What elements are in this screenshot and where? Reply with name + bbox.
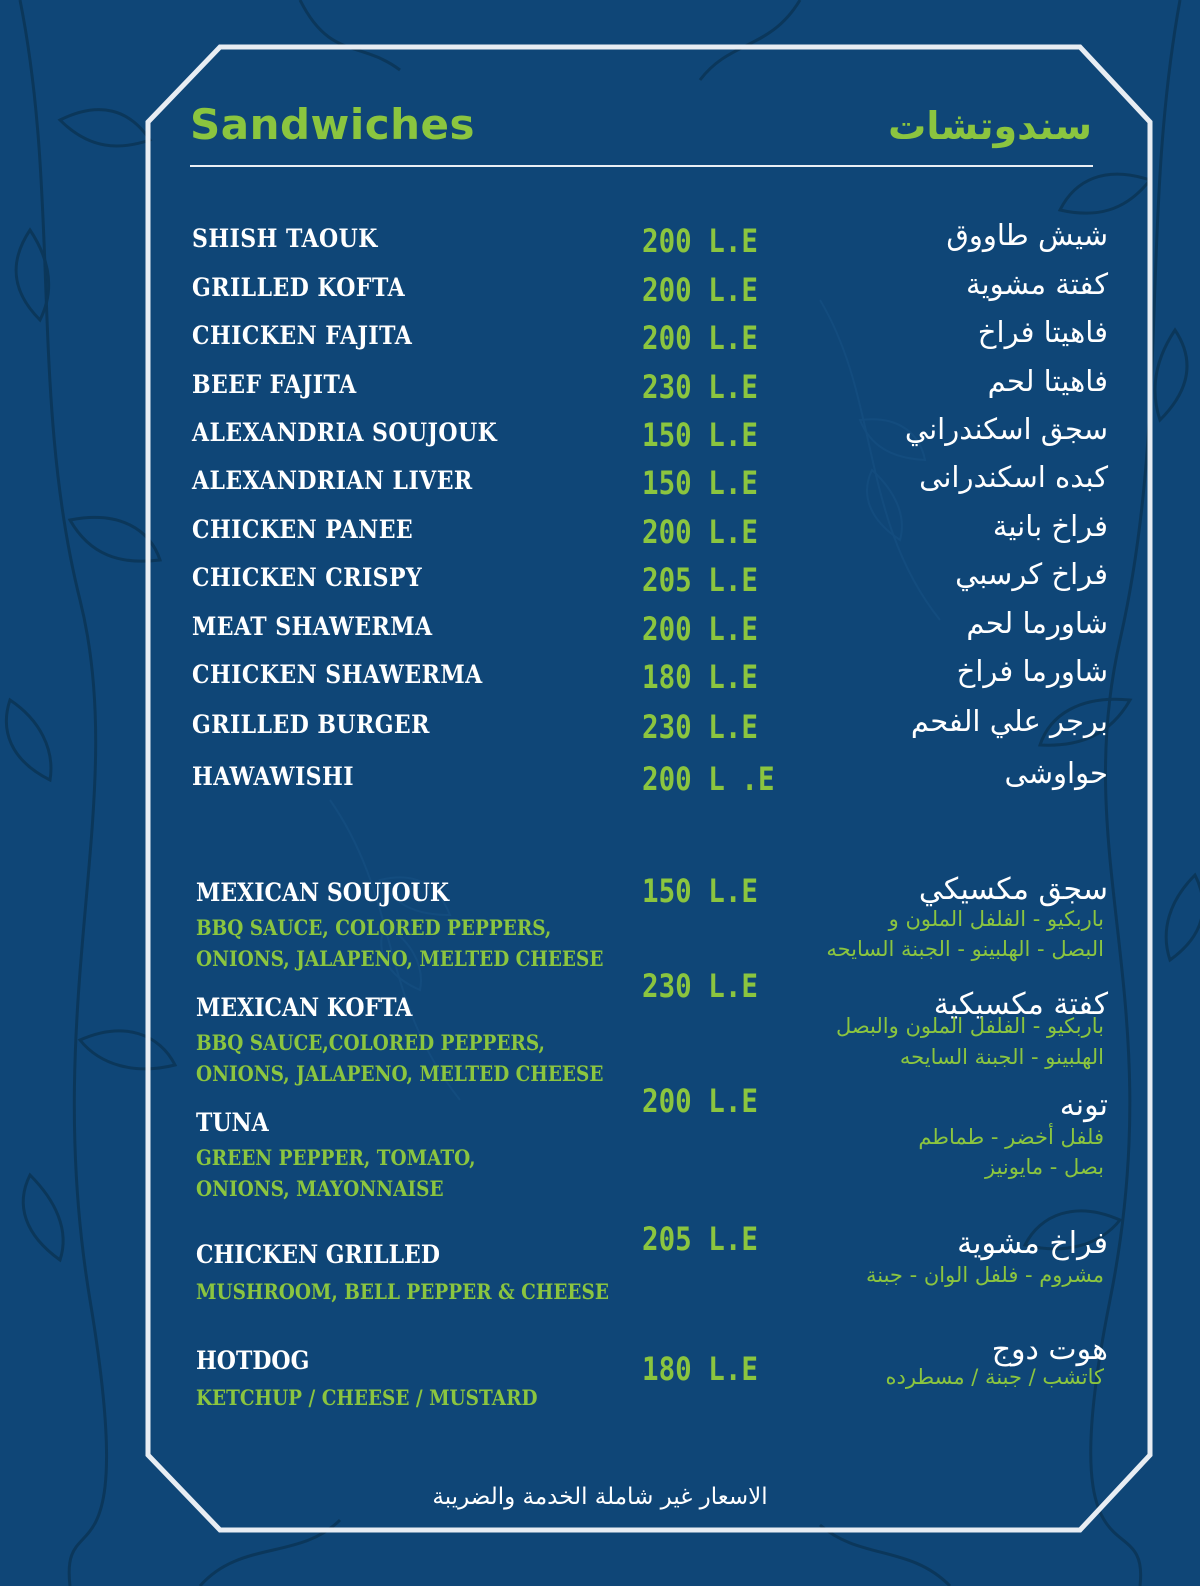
item-name-arabic: حواوشى — [1004, 756, 1108, 790]
item-price: 205 L.E — [642, 561, 758, 599]
price-disclaimer: الاسعار غير شاملة الخدمة والضريبة — [432, 1484, 768, 1510]
item-name-arabic: فراخ بانية — [992, 509, 1108, 543]
item-name-arabic: فراخ كرسبي — [955, 557, 1108, 591]
item-name-arabic: سجق مكسيكي — [918, 872, 1108, 907]
item-name-english: MEXICAN SOUJOUK — [196, 878, 449, 907]
item-description-arabic: كاتشب / جبنة / مسطرده — [885, 1365, 1104, 1389]
item-name-english: SHISH TAOUK — [192, 224, 378, 253]
item-price: 200 L.E — [642, 610, 758, 648]
item-price: 180 L.E — [642, 1350, 758, 1388]
item-name-english: CHICKEN PANEE — [192, 515, 414, 544]
item-description-english: GREEN PEPPER, TOMATO, — [196, 1145, 476, 1170]
item-name-english: ALEXANDRIAN LIVER — [192, 466, 473, 495]
item-name-english: GRILLED KOFTA — [192, 273, 406, 302]
item-description-english: ONIONS, JALAPENO, MELTED CHEESE — [196, 1061, 604, 1086]
item-description-arabic: مشروم - فلفل الوان - جبنة — [865, 1263, 1104, 1287]
item-price: 150 L.E — [642, 464, 758, 502]
item-name-english: CHICKEN SHAWERMA — [192, 660, 483, 689]
item-price: 230 L.E — [642, 368, 758, 406]
item-price: 150 L.E — [642, 416, 758, 454]
menu-item — [0, 654, 1200, 702]
section-title-arabic: سندوتشات — [888, 104, 1092, 148]
item-name-english: MEXICAN KOFTA — [196, 993, 413, 1022]
item-name-arabic: تونه — [1059, 1088, 1108, 1123]
menu-item — [0, 756, 1200, 804]
menu-item — [0, 509, 1200, 557]
item-price: 230 L.E — [642, 967, 758, 1005]
item-description-arabic: فلفل أخضر - طماطم — [918, 1125, 1104, 1149]
item-name-english: GRILLED BURGER — [192, 710, 430, 739]
item-name-english: HAWAWISHI — [192, 762, 354, 791]
item-name-english: CHICKEN CRISPY — [192, 563, 423, 592]
item-name-arabic: شيش طاووق — [946, 218, 1108, 252]
item-description-english: KETCHUP / CHEESE / MUSTARD — [196, 1385, 538, 1410]
item-description-arabic: بصل - مايونيز — [985, 1155, 1104, 1179]
menu-item — [0, 267, 1200, 315]
item-name-english: CHICKEN GRILLED — [196, 1240, 440, 1269]
item-price: 200 L.E — [642, 513, 758, 551]
item-name-arabic: شاورما فراخ — [956, 654, 1108, 688]
item-name-english: ALEXANDRIA SOUJOUK — [192, 418, 498, 447]
item-name-arabic: برجر علي الفحم — [910, 704, 1108, 738]
item-name-english: HOTDOG — [196, 1346, 310, 1375]
menu-item — [0, 315, 1200, 363]
item-name-arabic: كفتة مشوية — [966, 267, 1108, 301]
item-price: 230 L.E — [642, 708, 758, 746]
item-name-arabic: سجق اسكندراني — [904, 412, 1108, 446]
title-divider — [190, 165, 1093, 167]
section-title-english: Sandwiches — [190, 100, 476, 149]
item-price: 200 L.E — [642, 1082, 758, 1120]
menu-item — [0, 460, 1200, 508]
item-name-english: TUNA — [196, 1108, 269, 1137]
item-description-english: BBQ SAUCE, COLORED PEPPERS, — [196, 915, 552, 940]
item-name-arabic: فراخ مشوية — [957, 1226, 1108, 1261]
item-price: 200 L.E — [642, 222, 758, 260]
item-description-english: ONIONS, MAYONNAISE — [196, 1176, 444, 1201]
item-description-arabic: الهلبينو - الجبنة السايحه — [899, 1045, 1104, 1069]
menu-item — [0, 704, 1200, 752]
item-price: 205 L.E — [642, 1220, 758, 1258]
item-price: 200 L.E — [642, 319, 758, 357]
menu-item — [0, 557, 1200, 605]
item-description-arabic: باربكيو - الفلفل الملون و — [888, 907, 1104, 931]
item-name-arabic: فاهيتا فراخ — [977, 315, 1108, 349]
menu-item — [0, 364, 1200, 412]
item-price: 180 L.E — [642, 658, 758, 696]
item-name-arabic: كبده اسكندرانى — [919, 460, 1108, 494]
item-price: 200 L .E — [642, 760, 775, 798]
item-description-arabic: باربكيو - الفلفل الملون والبصل — [835, 1014, 1104, 1038]
menu-item — [0, 412, 1200, 460]
item-price: 150 L.E — [642, 872, 758, 910]
menu-item — [0, 218, 1200, 266]
item-name-english: BEEF FAJITA — [192, 370, 357, 399]
item-description-english: ONIONS, JALAPENO, MELTED CHEESE — [196, 946, 604, 971]
item-name-arabic: شاورما لحم — [966, 606, 1108, 640]
item-description-english: BBQ SAUCE,COLORED PEPPERS, — [196, 1030, 545, 1055]
item-price: 200 L.E — [642, 271, 758, 309]
item-name-arabic: فاهيتا لحم — [987, 364, 1108, 398]
menu-item — [0, 606, 1200, 654]
item-name-english: CHICKEN FAJITA — [192, 321, 413, 350]
item-name-arabic: هوت دوج — [991, 1332, 1108, 1367]
item-name-english: MEAT SHAWERMA — [192, 612, 433, 641]
item-description-english: MUSHROOM, BELL PEPPER & CHEESE — [196, 1279, 609, 1304]
item-description-arabic: البصل - الهلبينو - الجبنة السايحه — [826, 937, 1104, 961]
item-name-arabic: كفتة مكسيكية — [933, 987, 1108, 1022]
